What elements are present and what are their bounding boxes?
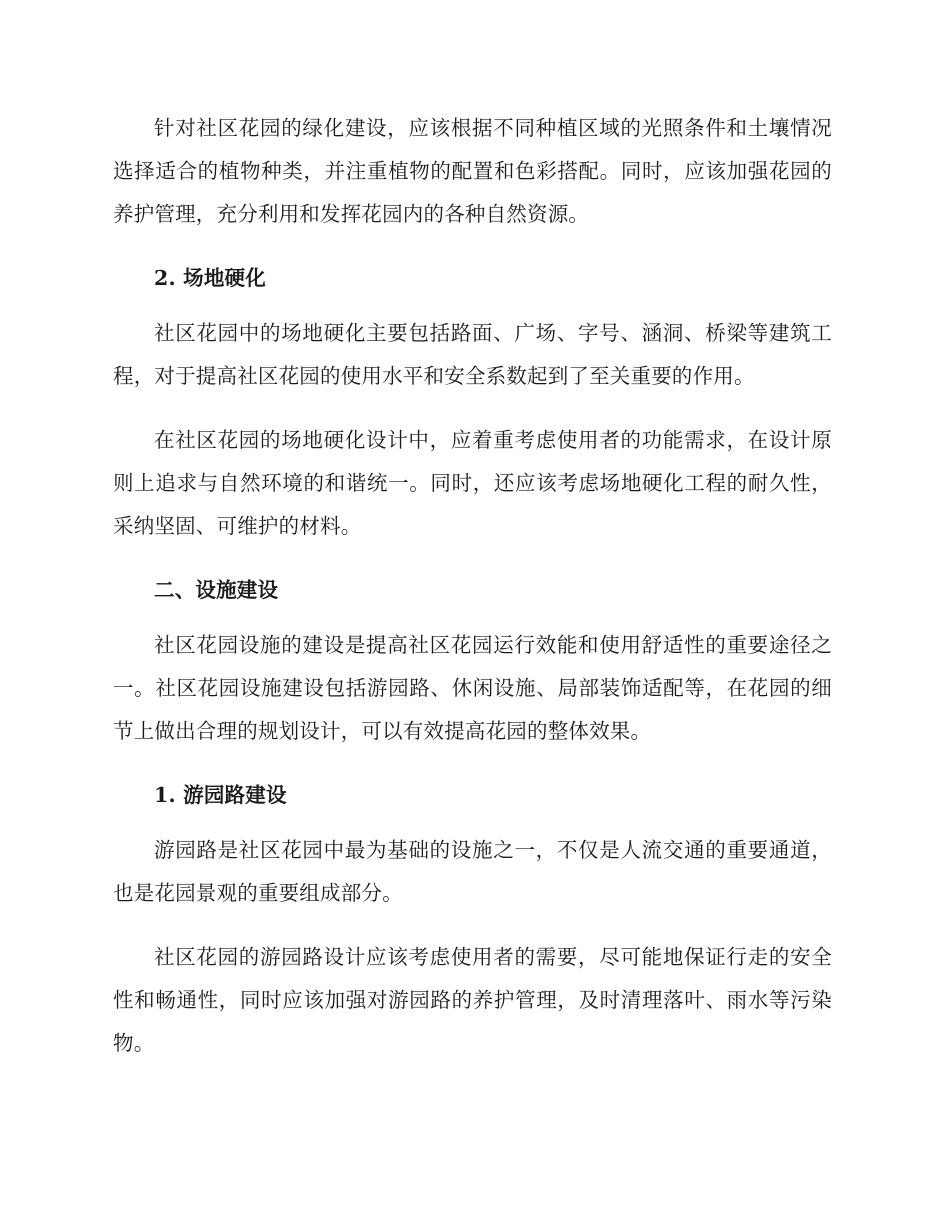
paragraph-hardening-scope: 社区花园中的场地硬化主要包括路面、广场、字号、涵洞、桥梁等建筑工程，对于提高社区花园的使用水平和安全系数起到了至关重要的作用。 [113, 321, 832, 388]
heading-garden-path: 1. 游园路建设 [154, 783, 287, 807]
paragraph-garden-path-role: 游园路是社区花园中最为基础的设施之一，不仅是人流交通的重要通道，也是花园景观的重要组成部分。 [113, 838, 832, 905]
paragraph-hardening-design: 在社区花园的场地硬化设计中，应着重考虑使用者的功能需求，在设计原则上追求与自然环境的和谐统一。同时，还应该考虑场地硬化工程的耐久性，采纳坚固、可维护的材料。 [113, 428, 832, 538]
heading-facilities: 二、设施建设 [154, 578, 279, 602]
heading-site-hardening: 2. 场地硬化 [154, 266, 266, 290]
paragraph-facilities-intro: 社区花园设施的建设是提高社区花园运行效能和使用舒适性的重要途径之一。社区花园设施建设包括游园路、休闲设施、局部装饰适配等，在花园的细节上做出合理的规划设计，可以有效提高花园的整体效果。 [113, 633, 832, 743]
paragraph-garden-path-design: 社区花园的游园路设计应该考虑使用者的需要，尽可能地保证行走的安全性和畅通性，同时应该加强对游园路的养护管理，及时清理落叶、雨水等污染物。 [113, 945, 832, 1055]
paragraph-greening: 针对社区花园的绿化建设，应该根据不同种植区域的光照条件和土壤情况选择适合的植物种类，并注重植物的配置和色彩搭配。同时，应该加强花园的养护管理，充分利用和发挥花园内的各种自然资源。 [113, 116, 832, 226]
